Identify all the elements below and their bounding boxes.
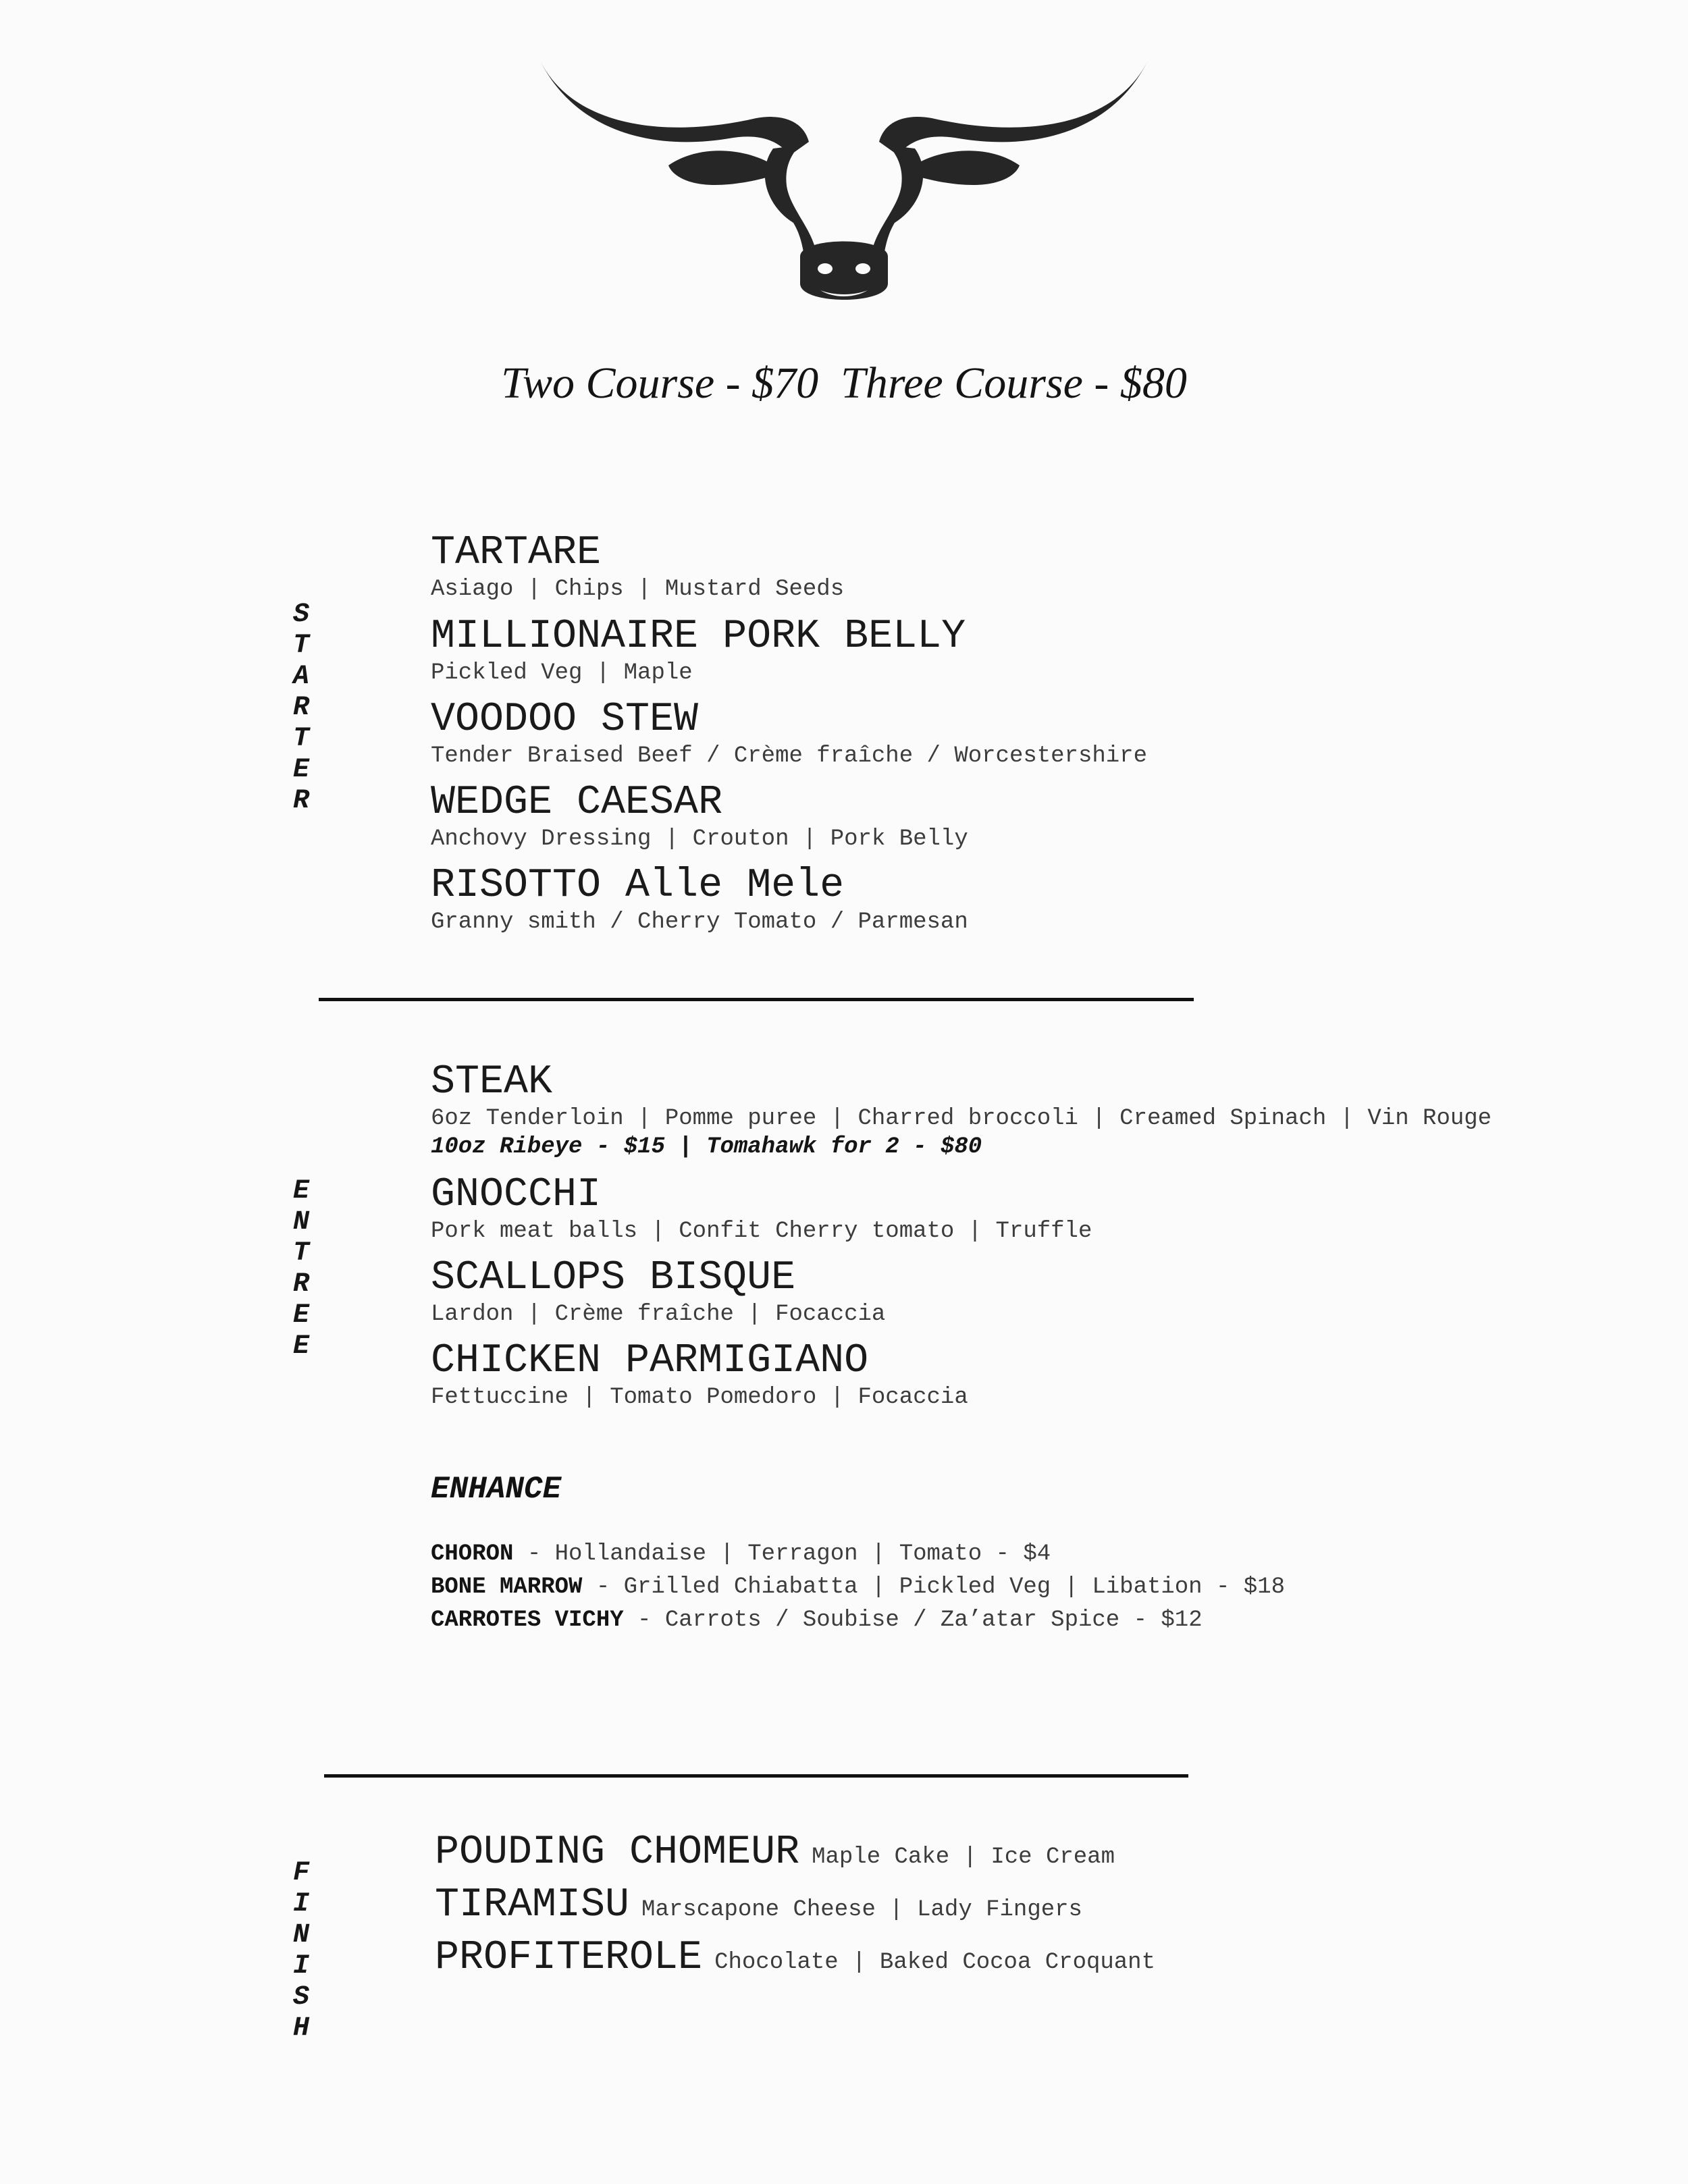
item-name: RISOTTO Alle Mele xyxy=(431,863,845,909)
dessert-description: Marscapone Cheese | Lady Fingers xyxy=(641,1897,1082,1923)
section-divider xyxy=(319,998,1194,1001)
item-description: Lardon | Crème fraîche | Focaccia xyxy=(431,1302,886,1327)
section-label-entree: E N T R E E xyxy=(292,1176,309,1362)
menu-item xyxy=(431,780,968,853)
enhance-heading: ENHANCE xyxy=(431,1472,562,1507)
menu-item xyxy=(431,1060,1492,1161)
menu-item xyxy=(431,1256,885,1329)
enhance-item-name: CARROTES VICHY xyxy=(431,1607,624,1633)
bull-logo-icon xyxy=(533,54,1155,311)
item-description: Fettuccine | Tomato Pomedoro | Focaccia xyxy=(431,1385,968,1410)
enhance-item-description: - Grilled Chiabatta | Pickled Veg | Libation - $18 xyxy=(582,1574,1286,1600)
section-label-starter: S T A R T E R xyxy=(292,600,309,816)
item-description: Granny smith / Cherry Tomato / Parmesan xyxy=(431,909,968,935)
item-name: STEAK xyxy=(431,1059,553,1105)
enhance-item xyxy=(431,1571,1285,1603)
enhance-item-name: CHORON xyxy=(431,1541,514,1567)
dessert-description: Maple Cake | Ice Cream xyxy=(812,1844,1115,1870)
enhance-item xyxy=(431,1538,1051,1570)
dessert-item xyxy=(435,1935,1155,1981)
dessert-name: POUDING CHOMEUR xyxy=(435,1830,800,1875)
item-name: WEDGE CAESAR xyxy=(431,780,723,826)
dessert-item xyxy=(435,1830,1115,1875)
item-name: GNOCCHI xyxy=(431,1172,602,1218)
dessert-item xyxy=(435,1882,1082,1928)
section-divider xyxy=(324,1774,1188,1778)
item-description: Tender Braised Beef / Crème fraîche / Worcestershire xyxy=(431,743,1147,769)
item-description: Asiago | Chips | Mustard Seeds xyxy=(431,577,845,602)
item-name: VOODOO STEW xyxy=(431,697,699,743)
menu-item xyxy=(431,531,844,604)
item-name: MILLIONAIRE PORK BELLY xyxy=(431,614,966,660)
enhance-item-name: BONE MARROW xyxy=(431,1574,583,1600)
enhance-item xyxy=(431,1604,1203,1636)
menu-item xyxy=(431,697,1147,770)
menu-item xyxy=(431,1173,1092,1246)
dessert-description: Chocolate | Baked Cocoa Croquant xyxy=(714,1950,1155,1975)
item-description: Pickled Veg | Maple xyxy=(431,660,693,686)
dessert-name: PROFITEROLE xyxy=(435,1935,703,1981)
item-description: 6oz Tenderloin | Pomme puree | Charred broccoli | Creamed Spinach | Vin Rouge xyxy=(431,1106,1492,1131)
menu-item xyxy=(431,863,968,936)
section-label-finish: F I N I S H xyxy=(292,1858,309,2044)
item-description: Anchovy Dressing | Crouton | Pork Belly xyxy=(431,826,968,852)
dessert-name: TIRAMISU xyxy=(435,1882,630,1928)
item-description: Pork meat balls | Confit Cherry tomato | Truffle xyxy=(431,1219,1092,1244)
item-name: SCALLOPS BISQUE xyxy=(431,1255,796,1301)
item-name: TARTARE xyxy=(431,530,602,576)
enhance-item-description: - Carrots / Soubise / Za’atar Spice - $12 xyxy=(623,1607,1203,1633)
enhance-item-description: - Hollandaise | Terragon | Tomato - $4 xyxy=(513,1541,1051,1567)
item-name: CHICKEN PARMIGIANO xyxy=(431,1338,869,1384)
item-upgrade-options: 10oz Ribeye - $15 | Tomahawk for 2 - $80 xyxy=(431,1134,982,1160)
menu-item xyxy=(431,1339,968,1412)
menu-item xyxy=(431,614,966,687)
course-pricing: Two Course - $70 Three Course - $80 xyxy=(501,358,1187,408)
